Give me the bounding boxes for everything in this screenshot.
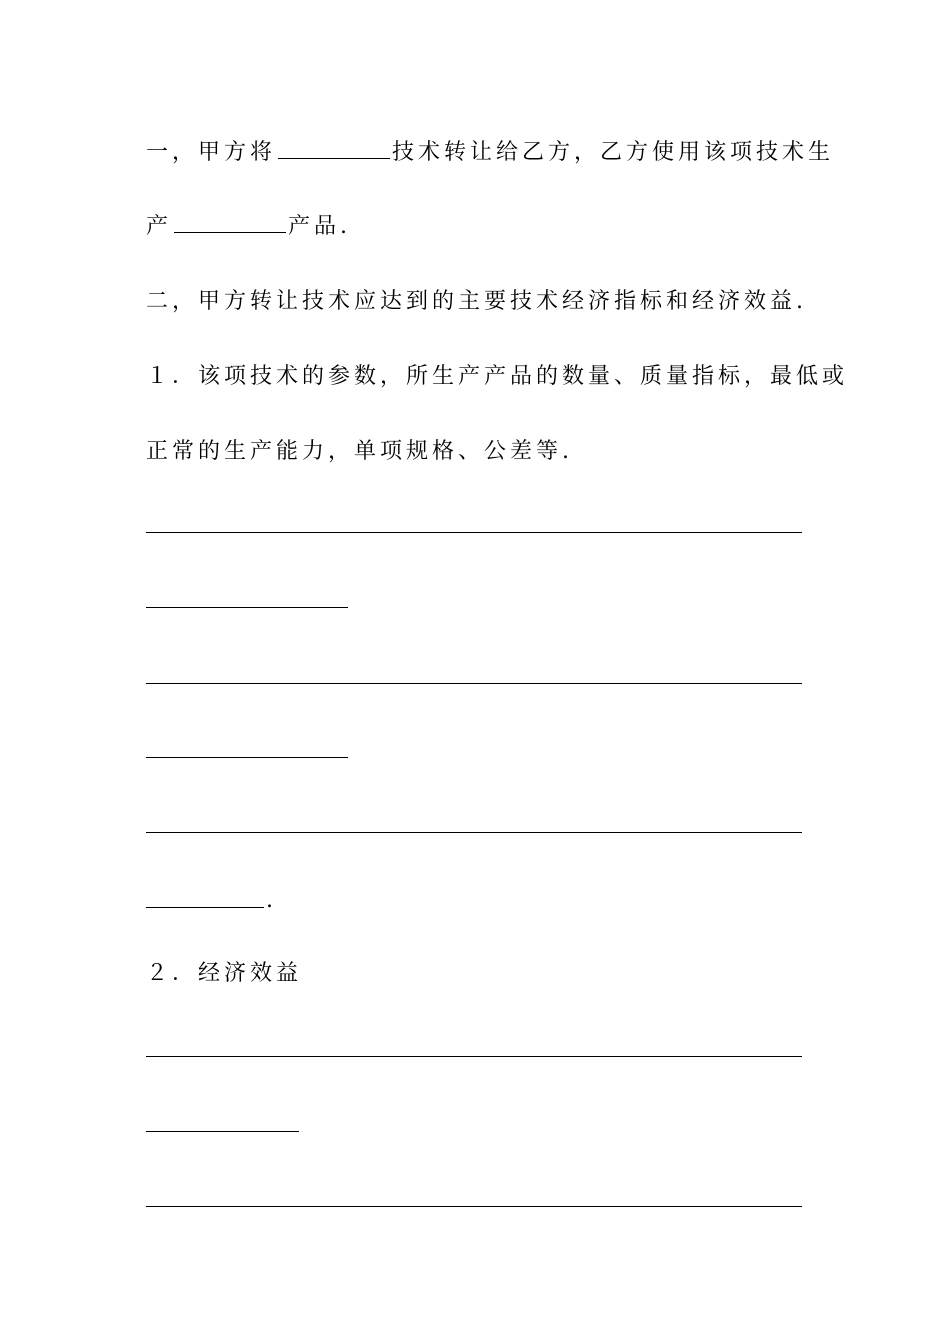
item-two-fill-line-3[interactable] [146, 1206, 802, 1207]
clause-one-line-1 [146, 138, 834, 168]
clause-one-text-b: 技术转让给乙方，乙方使用该项技术生 [392, 140, 835, 165]
item-two-heading: ２．经济效益 [146, 961, 303, 986]
item-one-line-1: １．该项技术的参数，所生产产品的数量、质量指标，最低或 [146, 364, 849, 389]
item-two-fill-line-1[interactable] [146, 1056, 802, 1057]
technology-name-blank[interactable] [278, 138, 390, 159]
clause-one-text-d: 产品. [288, 214, 352, 239]
product-name-blank[interactable] [174, 212, 286, 233]
clause-one-text-c: 产 [146, 214, 173, 239]
item-one-fill-line-4[interactable] [146, 757, 348, 758]
item-one-fill-line-6[interactable] [146, 907, 264, 908]
clause-two-heading: 二，甲方转让技术应达到的主要技术经济指标和经济效益. [146, 289, 807, 314]
item-one-line-2: 正常的生产能力，单项规格、公差等. [146, 439, 573, 464]
item-one-fill-line-3[interactable] [146, 683, 802, 684]
item-two-fill-line-2[interactable] [146, 1131, 299, 1132]
item-one-fill-line-2[interactable] [146, 607, 348, 608]
item-one-end-period: . [266, 888, 273, 913]
clause-one-line-2 [146, 212, 351, 242]
item-one-fill-line-5[interactable] [146, 832, 802, 833]
clause-one-text-a: 一，甲方将 [146, 140, 277, 165]
item-one-fill-line-1[interactable] [146, 532, 802, 533]
